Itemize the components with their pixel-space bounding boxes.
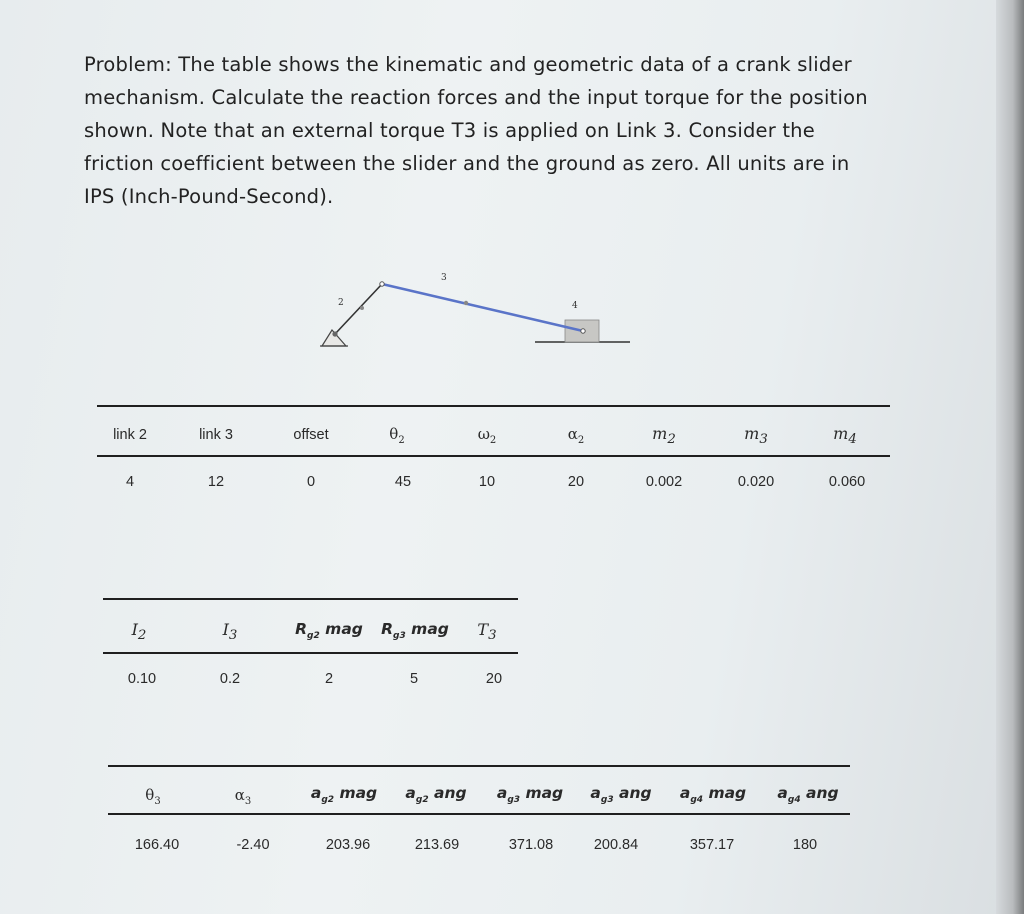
crank-slider-diagram: [300, 262, 660, 362]
value-ag2-mag: 203.96: [325, 837, 371, 853]
value-rg2-mag: 2: [324, 671, 334, 687]
header-m2: $m_2$: [652, 424, 676, 448]
value-m2: 0.002: [645, 474, 683, 490]
header-alpha-2: $\alpha_2$: [567, 425, 585, 446]
table-2-mid-rule: [103, 652, 518, 654]
header-ag4-mag: $a_{g4}$ mag: [679, 784, 747, 806]
problem-line: shown. Note that an external torque T3 is applied on Link 3. Consider the: [84, 119, 815, 142]
problem-line: friction coefficient between the slider and the ground as zero. All units are in: [84, 152, 850, 175]
value-omega-2: 10: [478, 474, 496, 490]
header-ag2-ang: $a_{g2}$ ang: [405, 784, 467, 806]
value-I2: 0.10: [127, 671, 157, 687]
value-ag2-ang: 213.69: [414, 837, 460, 853]
header-I2: $I_2$: [131, 620, 147, 644]
header-ag4-ang: $a_{g4}$ ang: [777, 784, 839, 806]
header-rg2-mag: $R_{g2}$ mag: [295, 620, 363, 642]
value-alpha-3: -2.40: [236, 837, 270, 853]
cg-link-3: [464, 301, 468, 305]
value-offset: 0: [306, 474, 316, 490]
value-ag3-ang: 200.84: [593, 837, 639, 853]
joint-a: [380, 282, 384, 286]
value-m4: 0.060: [828, 474, 866, 490]
value-m3: 0.020: [737, 474, 775, 490]
value-T3: 20: [485, 671, 503, 687]
header-link-3: link 3: [199, 427, 233, 443]
header-ag3-mag: $a_{g3}$ mag: [496, 784, 564, 806]
header-ag2-mag: $a_{g2}$ mag: [310, 784, 378, 806]
label-link-3: 3: [441, 273, 447, 283]
table-2-top-rule: [103, 598, 518, 600]
header-theta-3: $\theta_3$: [145, 786, 161, 807]
header-omega-2: $\omega_2$: [477, 425, 497, 446]
link-2: [335, 284, 382, 334]
header-ag3-ang: $a_{g3}$ ang: [590, 784, 652, 806]
header-link-2: link 2: [113, 427, 147, 443]
value-theta-3: 166.40: [134, 837, 180, 853]
problem-line: IPS (Inch-Pound-Second).: [84, 185, 334, 208]
header-m3: $m_3$: [744, 424, 768, 448]
value-I3: 0.2: [219, 671, 241, 687]
label-link-4: 4: [572, 301, 578, 311]
value-rg3-mag: 5: [409, 671, 419, 687]
joint-o2: [332, 331, 337, 336]
page-edge-shadow: [996, 0, 1024, 914]
label-link-2: 2: [338, 298, 344, 308]
value-ag4-mag: 357.17: [689, 837, 735, 853]
value-theta-2: 45: [394, 474, 412, 490]
joint-b: [581, 329, 585, 333]
table-3-top-rule: [108, 765, 850, 767]
header-m4: $m_4$: [833, 424, 857, 448]
header-theta-2: $\theta_2$: [389, 425, 405, 446]
value-link-2: 4: [125, 474, 135, 490]
header-T3: $T_3$: [477, 620, 497, 644]
table-1-mid-rule: [97, 455, 890, 457]
table-1-top-rule: [97, 405, 890, 407]
problem-line: mechanism. Calculate the reaction forces and the input torque for the position: [84, 86, 868, 109]
header-rg3-mag: $R_{g3}$ mag: [381, 620, 449, 642]
value-alpha-2: 20: [567, 474, 585, 490]
header-alpha-3: $\alpha_3$: [234, 786, 252, 807]
problem-line: Problem: The table shows the kinematic and geometric data of a crank slider: [84, 53, 852, 76]
problem-statement: [84, 48, 904, 213]
value-ag4-ang: 180: [792, 837, 818, 853]
header-I3: $I_3$: [222, 620, 238, 644]
cg-link-2: [360, 306, 364, 310]
link-3: [382, 284, 583, 331]
value-ag3-mag: 371.08: [508, 837, 554, 853]
header-offset: offset: [293, 427, 329, 443]
table-3-mid-rule: [108, 813, 850, 815]
value-link-3: 12: [207, 474, 225, 490]
